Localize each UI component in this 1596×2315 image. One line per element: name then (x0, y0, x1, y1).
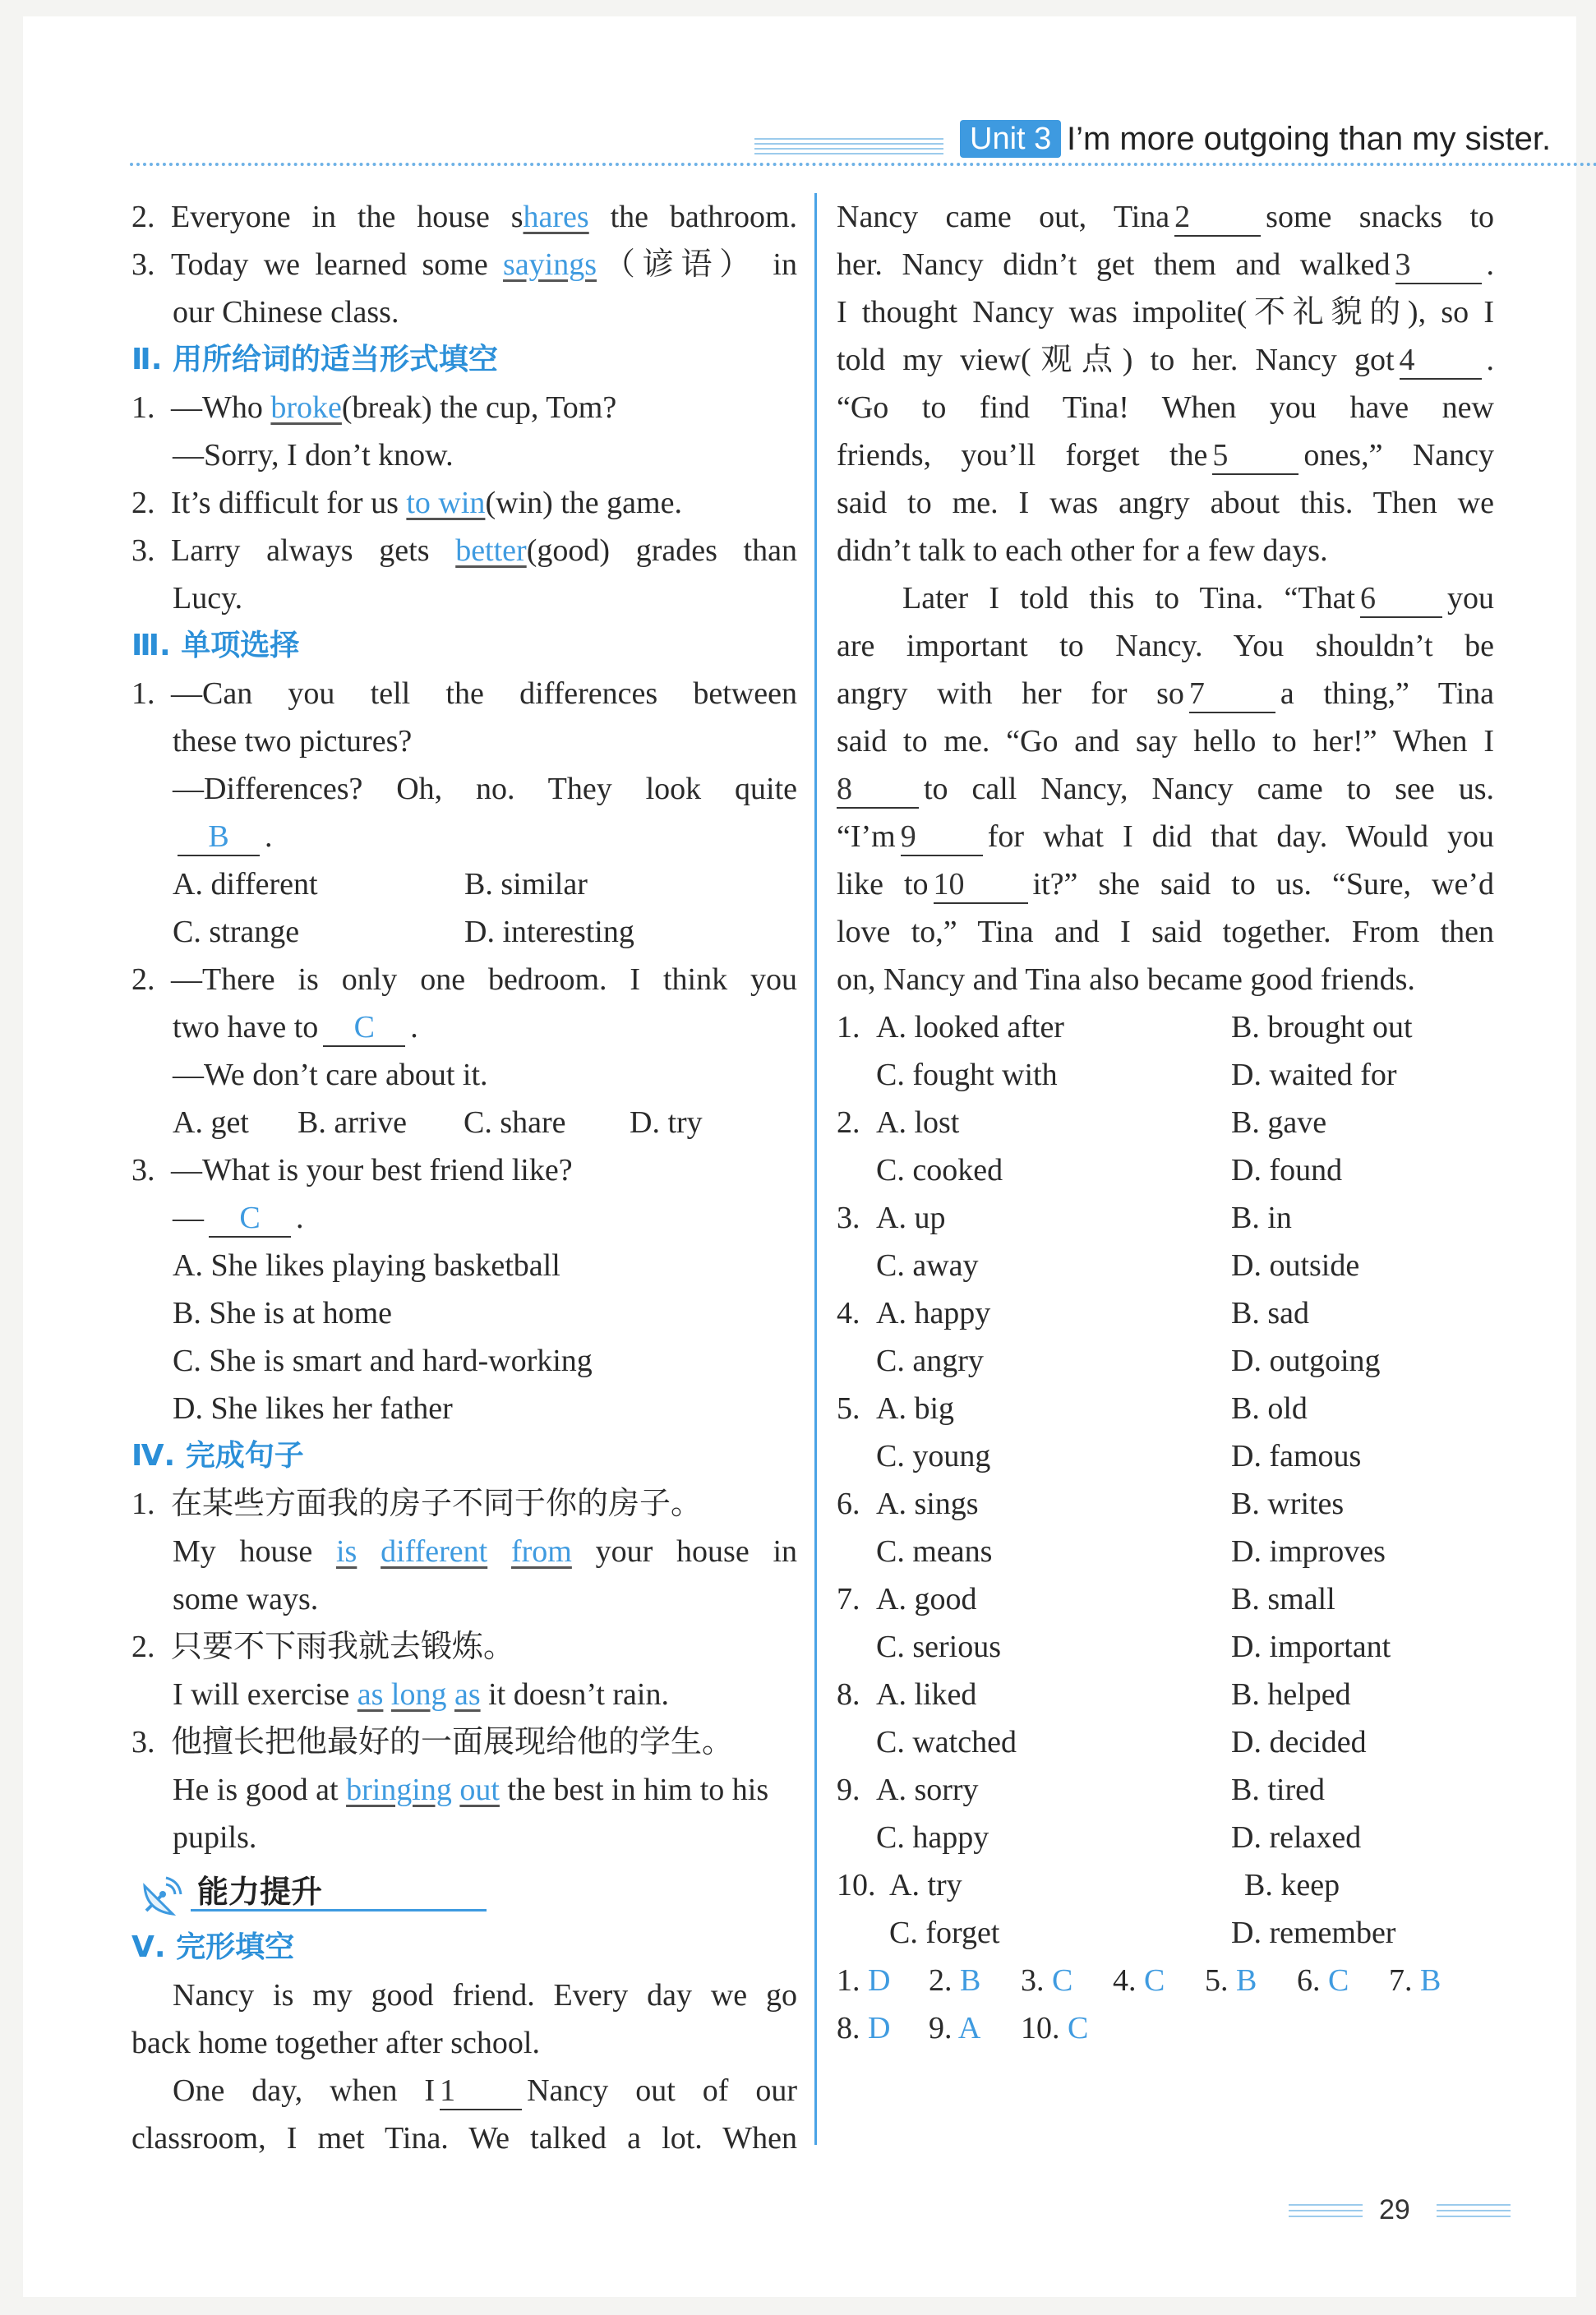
answer: is (335, 1534, 357, 1569)
answer-key-item (1021, 2004, 1111, 2052)
question-number: 3. (131, 533, 155, 568)
answer-key-item (837, 1957, 929, 2004)
passage-line: said to me. I was angry about this. Then we (837, 486, 1494, 520)
answer-blank: C (209, 1200, 291, 1238)
option: C. happy (876, 1820, 989, 1855)
option-number: 6. (837, 1487, 860, 1521)
section-5-heading: Ⅴ. 完形填空 (131, 1930, 295, 1964)
option: D. important (1231, 1630, 1391, 1664)
option: D. famous (1231, 1439, 1362, 1473)
passage-line (837, 860, 1494, 908)
option-number: 8. (837, 1677, 860, 1712)
answer-key-item (1113, 1957, 1205, 2004)
s3-q1-reply: —Differences? Oh, no. They look quite (173, 772, 797, 806)
s2-q3-cont: Lucy. (173, 581, 243, 616)
answer-key-letter: C (1052, 1963, 1073, 1998)
passage-line: “Go to find Tina! When you have new (837, 390, 1494, 425)
blank: 3 (1395, 247, 1482, 284)
option: C. She is smart and hard-working (173, 1344, 593, 1378)
question-number: 2. (131, 1630, 155, 1664)
s2-q1-reply: —Sorry, I don’t know. (173, 438, 454, 473)
blank: 8 (837, 771, 919, 809)
option-row (837, 1623, 1494, 1671)
option: B. She is at home (173, 1296, 393, 1330)
option: B. brought out (1231, 1010, 1413, 1045)
option-row (837, 1242, 1494, 1289)
question-number: 2. (131, 200, 155, 234)
passage-text: for what I did that day. Would you (987, 819, 1494, 854)
passage-text: Later I told this to Tina. “That (902, 581, 1355, 616)
option-row (837, 1289, 1494, 1337)
answer-key-number: 1. (837, 1963, 860, 1998)
answer-key-letter: A (957, 2011, 981, 2045)
option-row (837, 1385, 1494, 1432)
question-text: the best in him to his (499, 1773, 769, 1807)
answer-key-number: 6. (1297, 1963, 1321, 1998)
option: D. try (630, 1105, 703, 1140)
question-text: the bathroom. (588, 200, 798, 234)
passage-line: didn’t talk to each other for a few days. (837, 533, 1328, 568)
option: C. cooked (876, 1153, 1003, 1187)
option: B. arrive (298, 1105, 407, 1140)
option: B. keep (1244, 1868, 1340, 1902)
question-text: It’s difficult for us (171, 486, 407, 520)
option: C. angry (876, 1344, 984, 1378)
answer-key-number: 7. (1389, 1963, 1413, 1998)
feature-underline (191, 1909, 487, 1911)
answer: sayings (503, 247, 597, 282)
answer-key-letter: D (868, 2011, 891, 2045)
answer-key-number: 2. (929, 1963, 953, 1998)
passage-line: said to me. “Go and say hello to her!” When I (837, 724, 1494, 759)
option: A. up (876, 1201, 946, 1235)
satellite-dish-icon (138, 1870, 189, 1921)
passage-line (837, 431, 1494, 479)
option-row (837, 1528, 1494, 1575)
option: D. found (1231, 1153, 1343, 1187)
s3-q1-blank: B . (131, 813, 797, 860)
passage-text: her. Nancy didn’t get them and walked (837, 247, 1391, 282)
passage-text: some snacks to (1266, 200, 1494, 234)
right-column (837, 193, 1494, 2052)
option: D. decided (1231, 1725, 1367, 1759)
passage-text: like to (837, 867, 929, 902)
option-row (837, 1814, 1494, 1861)
question-text: two have to (173, 1010, 319, 1045)
answer-key-row (837, 2004, 1494, 2052)
blank: 4 (1400, 342, 1482, 380)
option-number: 1. (837, 1010, 860, 1045)
s3-q2-options (131, 1099, 797, 1146)
question-text: it doesn’t rain. (480, 1677, 669, 1712)
passage-line: on, Nancy and Tina also became good friends. (837, 962, 1415, 997)
s3-q2 (131, 956, 797, 1003)
unit-badge: Unit 3 (960, 120, 1061, 158)
option: B. in (1231, 1201, 1292, 1235)
option: A. big (876, 1391, 954, 1426)
question-text: (good) grades than (526, 533, 797, 568)
header (130, 117, 1596, 166)
passage-line (837, 574, 1494, 622)
answer: different (381, 1534, 488, 1569)
answer-key-letter: B (1236, 1963, 1257, 1998)
option: D. remember (1231, 1916, 1396, 1950)
blank: 9 (901, 819, 983, 856)
answer-key-number: 8. (837, 2011, 860, 2045)
option-row (837, 1099, 1494, 1146)
answer-key-row (837, 1957, 1494, 2004)
question-text: I will exercise (173, 1677, 357, 1712)
blank: 2 (1174, 199, 1261, 237)
option: D. interesting (464, 915, 634, 949)
option-row (837, 1909, 1494, 1957)
option-number: 4. (837, 1296, 860, 1330)
option: B. helped (1231, 1677, 1351, 1712)
option-row (837, 1575, 1494, 1623)
option-row (837, 1051, 1494, 1099)
answer: out (459, 1773, 500, 1807)
option: B. gave (1231, 1105, 1327, 1140)
page-number: 29 (1379, 2194, 1410, 2225)
option: B. old (1231, 1391, 1308, 1426)
passage-text: “I’m (837, 819, 896, 854)
passage-line (837, 193, 1494, 241)
question-text: My house (173, 1534, 336, 1569)
passage-line: back home together after school. (131, 2026, 540, 2060)
question-text: Today we learned some (171, 247, 504, 282)
option: D. relaxed (1231, 1820, 1362, 1855)
option-row (837, 1671, 1494, 1718)
option-number: 10. (837, 1868, 876, 1902)
option: A. good (876, 1582, 977, 1616)
answer-key-item (929, 2004, 1021, 2052)
feature-title: 能力提升 (197, 1874, 323, 1910)
s4-q1-english (131, 1528, 797, 1575)
question-number: 1. (131, 676, 155, 711)
answer-key-number: 4. (1113, 1963, 1137, 1998)
option: C. serious (876, 1630, 1001, 1664)
option: A. get (173, 1105, 249, 1140)
option: A. liked (876, 1677, 977, 1712)
option: A. sings (876, 1487, 979, 1521)
option: B. small (1231, 1582, 1335, 1616)
passage-line (131, 2067, 797, 2114)
option: B. sad (1231, 1296, 1309, 1330)
cloze-options (837, 1003, 1494, 1957)
question-number: 3. (131, 247, 155, 282)
question-text: (win) the game. (485, 486, 682, 520)
s4-q2-english (131, 1671, 797, 1718)
answer-key-letter: C (1068, 2011, 1089, 2045)
option: D. outside (1231, 1248, 1360, 1283)
option: B. tired (1231, 1773, 1325, 1807)
question-number: 3. (131, 1153, 155, 1187)
question-number: 3. (131, 1725, 155, 1759)
unit-title: I’m more outgoing than my sister. (1067, 121, 1552, 157)
passage-text: friends, you’ll forget the (837, 438, 1208, 473)
header-decoration-lines (754, 138, 943, 158)
passage-line (837, 765, 1494, 813)
header-dotted-rule (130, 163, 1596, 166)
answer-key-letter: B (1420, 1963, 1441, 1998)
section-2-heading: Ⅱ. 用所给词的适当形式填空 (131, 343, 498, 376)
option: D. outgoing (1231, 1344, 1381, 1378)
s3-q1-cont: these two pictures? (173, 724, 413, 759)
option-number: 5. (837, 1391, 860, 1426)
passage-line (837, 670, 1494, 717)
question-number: 2. (131, 962, 155, 997)
section-4-heading: Ⅳ. 完成句子 (131, 1439, 304, 1473)
option: A. try (889, 1868, 962, 1902)
answer-key-letter: C (1144, 1963, 1165, 1998)
option: C. watched (876, 1725, 1017, 1759)
blank: 5 (1212, 437, 1298, 475)
answer: hares (523, 200, 589, 234)
section-3-heading: Ⅲ. 单项选择 (131, 629, 300, 662)
s1-q2 (131, 193, 797, 241)
s2-q3 (131, 527, 797, 574)
answer: bringing (346, 1773, 452, 1807)
footer-decoration-lines (1289, 2204, 1363, 2219)
answer-key-number: 3. (1021, 1963, 1045, 1998)
question-text: —There is only one bedroom. I think you (171, 962, 797, 997)
option: A. looked after (876, 1010, 1064, 1045)
question-text: Everyone in the house s (171, 200, 524, 234)
option-row (837, 1766, 1494, 1814)
option-number: 7. (837, 1582, 860, 1616)
passage-line: classroom, I met Tina. We talked a lot. When (131, 2121, 797, 2156)
option: A. lost (876, 1105, 960, 1140)
answer: broke (270, 390, 342, 425)
answer-key-item (1297, 1957, 1389, 2004)
s3-q3 (131, 1146, 797, 1194)
s3-q3-blank: — C . (131, 1194, 797, 1242)
option-number: 2. (837, 1105, 860, 1140)
passage-line: are important to Nancy. You shouldn’t be (837, 629, 1494, 663)
page (23, 16, 1576, 2297)
s2-q1 (131, 384, 797, 431)
answer-key-item (1021, 1957, 1113, 2004)
question-text: your house in (571, 1534, 798, 1569)
option-number: 3. (837, 1201, 860, 1235)
s4-q2-chinese (131, 1623, 797, 1671)
passage-line: Nancy is my good friend. Every day we go (173, 1978, 797, 2013)
s3-q2-cont: two have to C . (131, 1003, 797, 1051)
option-row (837, 1432, 1494, 1480)
s3-q1-options-ab (131, 860, 797, 908)
answer: as (454, 1677, 481, 1712)
answer-key-number: 10. (1021, 2011, 1060, 2045)
answer-blank: C (323, 1009, 405, 1047)
option: A. She likes playing basketball (173, 1248, 560, 1283)
question-text: —What is your best friend like? (171, 1153, 573, 1187)
option: D. She likes her father (173, 1391, 453, 1426)
blank: 1 (440, 2073, 522, 2110)
answer-key-letter: C (1328, 1963, 1349, 1998)
option: C. means (876, 1534, 993, 1569)
answer: from (510, 1534, 572, 1569)
left-column (131, 193, 797, 2162)
passage-text: it?” she said to us. “Sure, we’d (1032, 867, 1494, 902)
option: C. share (464, 1105, 566, 1140)
s4-q1-cont: some ways. (173, 1582, 319, 1616)
s4-q3-english (131, 1766, 797, 1814)
question-text: —Can you tell the differences between (171, 676, 797, 711)
option-row (837, 1861, 1494, 1909)
question-text: —Who (171, 390, 271, 425)
question-text: Larry always gets (171, 533, 456, 568)
option-row (837, 1003, 1494, 1051)
question-number: 1. (131, 390, 155, 425)
s4-q3-chinese (131, 1718, 797, 1766)
option: A. different (173, 867, 318, 902)
s4-q1-chinese (131, 1480, 797, 1528)
question-text: 在某些方面我的房子不同于你的房子。 (171, 1487, 703, 1521)
passage-text: you (1447, 581, 1494, 616)
passage-text: . (1486, 247, 1494, 282)
answer-key-number: 9. (929, 2011, 953, 2045)
blank: 10 (934, 866, 1028, 904)
answer-key-letter: B (960, 1963, 981, 1998)
s3-q2-reply: —We don’t care about it. (173, 1058, 488, 1092)
passage-text: to call Nancy, Nancy came to see us. (924, 772, 1494, 806)
passage-line: I thought Nancy was impolite(不礼貌的), so I (837, 295, 1494, 330)
option: B. similar (464, 867, 588, 902)
passage-text: . (1486, 343, 1494, 377)
passage-text: ones,” Nancy (1303, 438, 1494, 473)
passage-line: love to,” Tina and I said together. From then (837, 915, 1494, 949)
answer-key-item (1389, 1957, 1481, 2004)
answer-key-number: 5. (1205, 1963, 1229, 1998)
answer: long (390, 1677, 447, 1712)
option: D. waited for (1231, 1058, 1397, 1092)
feature-heading (131, 1865, 797, 1924)
s4-q3-cont: pupils. (173, 1820, 257, 1855)
question-number: 2. (131, 486, 155, 520)
option: C. fought with (876, 1058, 1058, 1092)
answer: as (357, 1677, 384, 1712)
option: D. improves (1231, 1534, 1386, 1569)
s3-q1 (131, 670, 797, 717)
option: C. forget (889, 1916, 1000, 1950)
option: C. young (876, 1439, 991, 1473)
question-text: (break) the cup, Tom? (341, 390, 617, 425)
s1-q3-cont: our Chinese class. (173, 295, 399, 330)
answer: to win (406, 486, 486, 520)
answer-key-letter: D (868, 1963, 891, 1998)
question-text: （谚语） in (597, 247, 797, 282)
question-text: 只要不下雨我就去锻炼。 (171, 1630, 515, 1664)
option-row (837, 1718, 1494, 1766)
page-footer (1289, 2194, 1519, 2227)
passage-text: a thing,” Tina (1280, 676, 1494, 711)
s3-q1-options-cd (131, 908, 797, 956)
passage-text: Nancy out of our (527, 2073, 797, 2108)
passage-line (837, 241, 1494, 288)
question-number: 1. (131, 1487, 155, 1521)
s2-q2 (131, 479, 797, 527)
option: C. strange (173, 915, 300, 949)
answer-key-item (1205, 1957, 1297, 2004)
option-row (837, 1146, 1494, 1194)
column-divider (814, 193, 817, 2145)
s1-q3 (131, 241, 797, 288)
option: C. away (876, 1248, 979, 1283)
option-row (837, 1337, 1494, 1385)
option-number: 9. (837, 1773, 860, 1807)
question-text: He is good at (173, 1773, 347, 1807)
footer-decoration-lines (1437, 2204, 1511, 2219)
answer-blank: B (178, 819, 260, 856)
passage-text: told my view(观点) to her. Nancy got (837, 343, 1395, 377)
question-text: 他擅长把他最好的一面展现给他的学生。 (171, 1725, 734, 1759)
option-row (837, 1480, 1494, 1528)
passage-text: One day, when I (173, 2073, 436, 2108)
blank: 6 (1360, 580, 1442, 618)
passage-line (837, 336, 1494, 384)
answer: better (455, 533, 527, 568)
passage-text: Nancy came out, Tina (837, 200, 1170, 234)
passage-text: angry with her for so (837, 676, 1184, 711)
option: A. sorry (876, 1773, 979, 1807)
option: B. writes (1231, 1487, 1345, 1521)
blank: 7 (1189, 676, 1275, 713)
answer-key-item (837, 2004, 929, 2052)
option-row (837, 1194, 1494, 1242)
answer-key-item (929, 1957, 1021, 2004)
option: A. happy (876, 1296, 991, 1330)
passage-line (837, 813, 1494, 860)
